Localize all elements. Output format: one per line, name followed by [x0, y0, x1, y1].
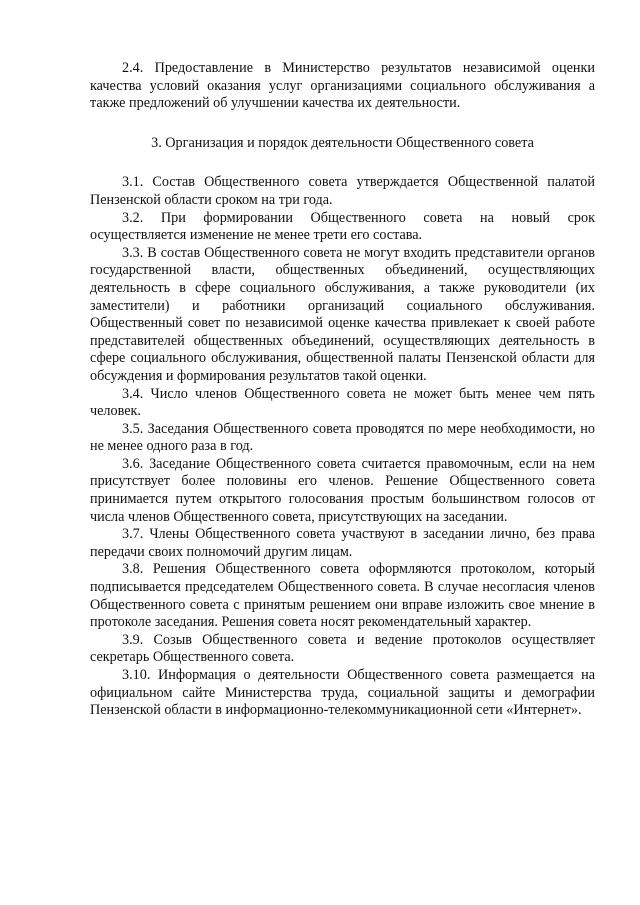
paragraph-3-3: 3.3. В состав Общественного совета не могут входить представители органов государственной власти, общественных объединений, осуществляющих деятельность в сфере социального обслуживания, а также руководители (их заместители) и работники организаций социального обслуживания. Общественный совет по независимой оценке качества привлекает к своей работе представителей общественных объединений, осуществляющих деятельность в сфере социального обслуживания, общественной палаты Пензенской области для обсуждения и формирования результатов такой оценки. — [90, 244, 595, 384]
paragraph-3-1: 3.1. Состав Общественного совета утверждается Общественной палатой Пензенской области сроком на три года. — [90, 174, 595, 208]
paragraph-2-4: 2.4. Предоставление в Министерство результатов независимой оценки качества условий оказания услуг организациями социального обслуживания а также предложений об улучшении качества их деятельности. — [90, 60, 595, 112]
paragraph-3-9: 3.9. Созыв Общественного совета и ведение протоколов осуществляет секретарь Общественного совета. — [90, 631, 595, 666]
paragraph-3-2: 3.2. При формировании Общественного совета на новый срок осуществляется изменение не менее трети его состава. — [90, 209, 595, 244]
section-heading: 3. Организация и порядок деятельности Общественного совета — [151, 134, 534, 151]
paragraph-3-8: 3.8. Решения Общественного совета оформляются протоколом, который подписывается председателем Общественного совета. В случае несогласия членов Общественного совета с принятым решением они вправе изложить свое мнение в протоколе заседания. Решения совета носят рекомендательный характер. — [90, 561, 595, 631]
paragraph-3-6: 3.6. Заседание Общественного совета считается правомочным, если на нем присутствует более половины его членов. Решение Общественного совета принимается путем открытого голосования простым большинством голосов от числа членов Общественного совета, присутствующих на заседании. — [90, 455, 595, 525]
document-page — [90, 60, 595, 720]
paragraph-3-7: 3.7. Члены Общественного совета участвуют в заседании лично, без права передачи своих полномочий другим лицам. — [90, 526, 595, 560]
paragraph-3-10: 3.10. Информация о деятельности Общественного совета размещается на официальном сайте Министерства труда, социальной защиты и демографии Пензенской области в информационно-телекоммуникационной сети «Интернет». — [90, 667, 595, 719]
paragraph-3-5: 3.5. Заседания Общественного совета проводятся по мере необходимости, но не менее одного раза в год. — [90, 420, 595, 455]
paragraph-3-4: 3.4. Число членов Общественного совета не может быть менее чем пять человек. — [90, 385, 595, 420]
